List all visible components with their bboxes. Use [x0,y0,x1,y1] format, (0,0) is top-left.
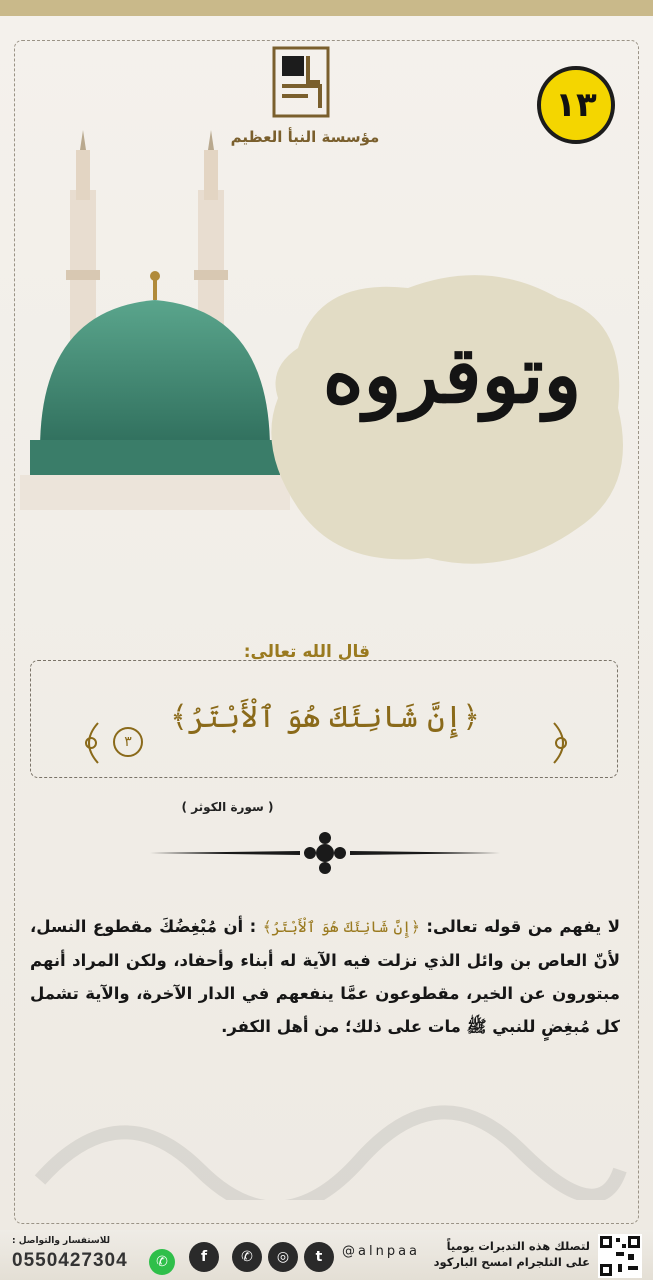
explanation-text [30,910,620,1043]
mosque-illustration [0,130,300,550]
ayah-ornament-right [548,718,574,768]
org-name: مؤسسة النبأ العظيم [230,128,380,146]
inline-ayah: ﴿إِنَّ شَانِئَكَ هُوَ ٱلْأَبْتَرُ﴾ [262,918,420,936]
cta-line-2: على التلجرام امسح الباركود [433,1255,590,1269]
explanation-lead: لا يفهم من قوله تعالى: [426,917,621,936]
ornamental-divider [150,828,500,878]
telegram-qr-code[interactable] [598,1234,642,1278]
episode-badge: ١٣ [537,66,615,144]
whatsapp-icon[interactable]: ✆ [232,1242,262,1272]
calligraphy-watermark [20,1080,630,1200]
ayah-number: ٣ [113,727,143,757]
instagram-icon[interactable]: ◎ [268,1242,298,1272]
twitter-icon[interactable]: t [304,1242,334,1272]
cta-line-1: لتصلك هذه التدبرات يومياً [446,1239,590,1253]
facebook-icon[interactable]: f [189,1242,219,1272]
contact-label: للاستفسار والتواصل : [12,1236,110,1246]
contact-phone[interactable]: 0550427304 [12,1250,128,1271]
surah-reference: ( سورة الكوثر ) [181,800,274,814]
whatsapp-contact-icon[interactable]: ✆ [149,1249,175,1275]
footer-cta [430,1238,590,1270]
ayah-text: ﴿إِنَّ شَانِئَكَ هُوَ ٱلْأَبْتَرُ﴾ [170,700,480,735]
social-handle: @alnpaa [342,1244,421,1259]
explanation-body: : أن مُبْغِضُكَ مقطوع النسل، لأنّ العاص بن وائل الذي نزلت فيه الآية له أبناء وأحفاد، ولكن المراد أنهم مبتورون عن الخير، مقطوعون عمَّا ينفعهم في الدار الآخرة، والآية تشمل كل مُبغِضٍ للنبي ﷺ مات على ذلك؛ من أهل الكفر. [30,917,620,1036]
quote-intro: قال الله تعالى: [243,642,370,662]
top-bar [0,0,653,16]
hero-title: وتوقروه [322,330,582,421]
foundation-logo [270,42,332,122]
